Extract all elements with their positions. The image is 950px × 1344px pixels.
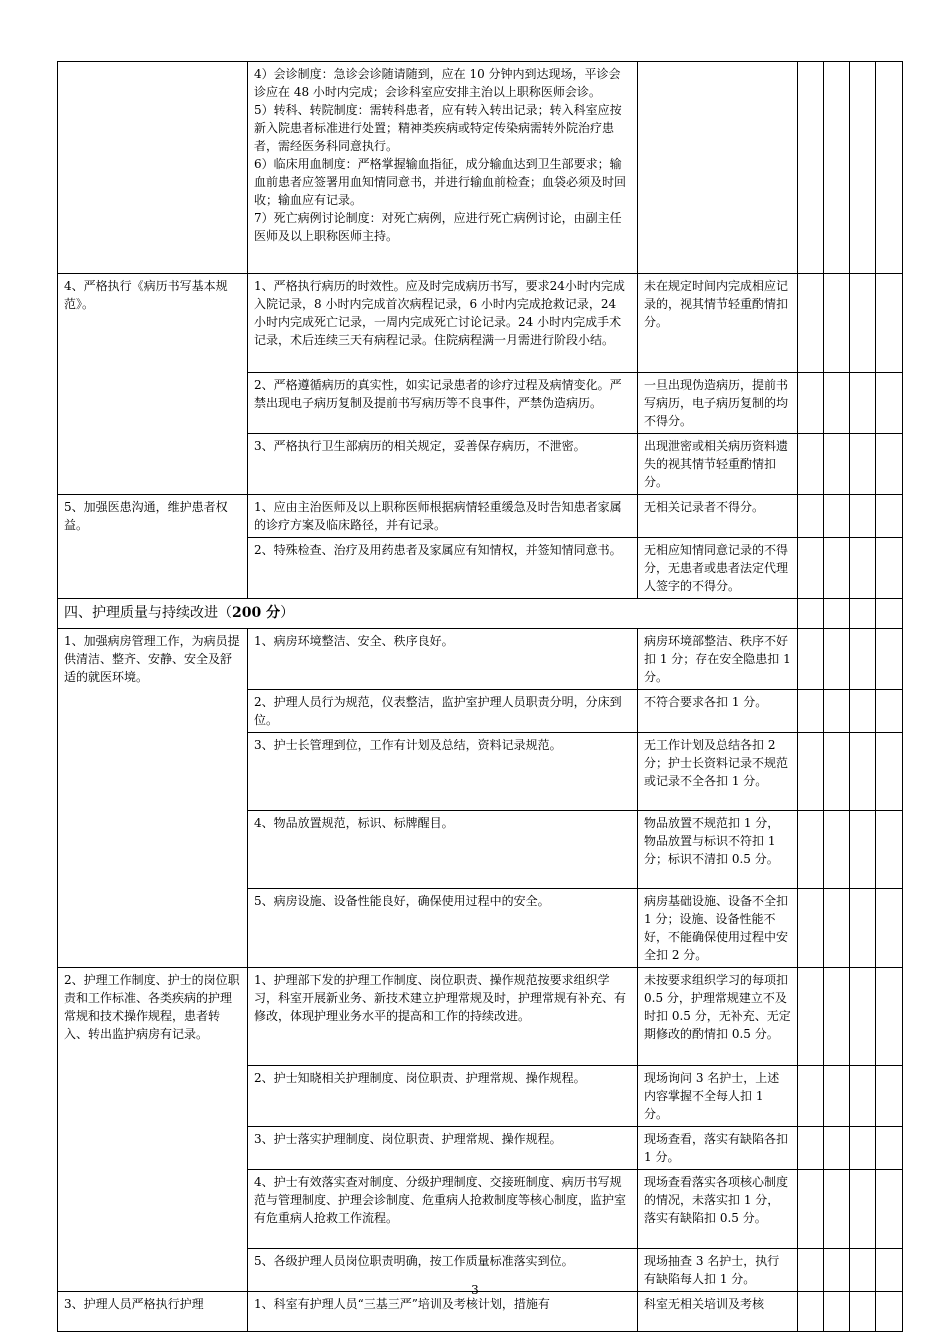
score-box[interactable] <box>850 889 876 968</box>
requirement-cell: 3、护士落实护理制度、岗位职责、护理常规、操作规程。 <box>248 1127 638 1170</box>
score-box[interactable] <box>876 274 903 373</box>
scoring-cell: 未按要求组织学习的每项扣 0.5 分，护理常规建立不及时扣 0.5 分，无补充、无定期修改的酌情扣 0.5 分。 <box>638 968 798 1066</box>
score-box[interactable] <box>876 811 903 889</box>
score-box[interactable] <box>798 373 824 434</box>
score-box[interactable] <box>850 1292 876 1332</box>
scoring-cell: 一旦出现伪造病历，提前书写病历，电子病历复制的均不得分。 <box>638 373 798 434</box>
score-box[interactable] <box>850 690 876 733</box>
requirement-cell: 3、严格执行卫生部病历的相关规定，妥善保存病历，不泄密。 <box>248 434 638 495</box>
item-cell: 1、加强病房管理工作，为病员提供清洁、整齐、安静、安全及舒适的就医环境。 <box>58 629 248 968</box>
score-box[interactable] <box>798 62 824 274</box>
item-cell: 5、加强医患沟通，维护患者权益。 <box>58 495 248 599</box>
score-box[interactable] <box>850 62 876 274</box>
score-box[interactable] <box>798 538 824 599</box>
score-box[interactable] <box>824 733 850 811</box>
requirement-cell: 5、各级护理人员岗位职责明确，按工作质量标准落实到位。 <box>248 1249 638 1292</box>
requirement-cell: 5、病房设施、设备性能良好，确保使用过程中的安全。 <box>248 889 638 968</box>
score-box[interactable] <box>876 889 903 968</box>
requirement-cell: 2、特殊检查、治疗及用药患者及家属应有知情权，并签知情同意书。 <box>248 538 638 599</box>
score-box[interactable] <box>876 733 903 811</box>
score-box[interactable] <box>850 274 876 373</box>
score-box[interactable] <box>876 434 903 495</box>
section-row <box>58 599 903 629</box>
score-box[interactable] <box>824 434 850 495</box>
score-box[interactable] <box>876 629 903 690</box>
score-box[interactable] <box>798 495 824 538</box>
score-box[interactable] <box>850 733 876 811</box>
score-box[interactable] <box>798 968 824 1066</box>
score-box[interactable] <box>876 1127 903 1170</box>
score-box[interactable] <box>876 1170 903 1249</box>
score-box[interactable] <box>876 968 903 1066</box>
score-box[interactable] <box>798 434 824 495</box>
score-box[interactable] <box>876 62 903 274</box>
requirement-cell: 1、应由主治医师及以上职称医师根据病情轻重缓急及时告知患者家属的诊疗方案及临床路径，并有记录。 <box>248 495 638 538</box>
section-heading: 四、护理质量与持续改进（200 分） <box>58 599 798 629</box>
score-box[interactable] <box>824 1170 850 1249</box>
score-box[interactable] <box>850 599 876 629</box>
score-box[interactable] <box>824 538 850 599</box>
score-box[interactable] <box>850 1066 876 1127</box>
requirement-cell: 1、科室有护理人员“三基三严”培训及考核计划，措施有 <box>248 1292 638 1332</box>
item-cell: 3、护理人员严格执行护理 <box>58 1292 248 1332</box>
score-box[interactable] <box>798 733 824 811</box>
requirement-cell: 1、病房环境整洁、安全、秩序良好。 <box>248 629 638 690</box>
score-box[interactable] <box>798 1170 824 1249</box>
scoring-cell: 病房环境部整洁、秩序不好扣 1 分；存在安全隐患扣 1 分。 <box>638 629 798 690</box>
requirement-cell: 4、物品放置规范，标识、标牌醒目。 <box>248 811 638 889</box>
score-box[interactable] <box>850 1170 876 1249</box>
item-cell <box>58 62 248 274</box>
page-number: 3 <box>471 1283 479 1297</box>
table-row <box>58 968 903 1066</box>
score-box[interactable] <box>798 274 824 373</box>
scoring-cell: 不符合要求各扣 1 分。 <box>638 690 798 733</box>
scoring-cell: 未在规定时间内完成相应记录的，视其情节轻重酌情扣分。 <box>638 274 798 373</box>
requirement-cell: 1、严格执行病历的时效性。应及时完成病历书写，要求24小时内完成入院记录，8 小时内完成首次病程记录，6 小时内完成抢救记录，24 小时内完成死亡记录，一周内完成死亡讨论记录。24 小时内完成手术记录，术后连续三天有病程记录。住院病程满一月需进行阶段小结。 <box>248 274 638 373</box>
score-box[interactable] <box>850 811 876 889</box>
score-box[interactable] <box>876 599 903 629</box>
score-box[interactable] <box>824 1066 850 1127</box>
checklist-sheet <box>57 61 902 1311</box>
table-row <box>58 629 903 690</box>
score-box[interactable] <box>798 889 824 968</box>
scoring-cell: 科室无相关培训及考核 <box>638 1292 798 1332</box>
score-box[interactable] <box>876 495 903 538</box>
score-box[interactable] <box>876 1066 903 1127</box>
score-box[interactable] <box>798 1127 824 1170</box>
scoring-cell: 病房基础设施、设备不全扣 1 分；设施、设备性能不好，不能确保使用过程中安全扣 2 分。 <box>638 889 798 968</box>
requirement-cell: 2、护理人员行为规范，仪表整洁，监护室护理人员职责分明，分床到位。 <box>248 690 638 733</box>
evaluation-table <box>57 61 903 1332</box>
score-box[interactable] <box>876 1292 903 1332</box>
score-box[interactable] <box>824 373 850 434</box>
table-row <box>58 62 903 274</box>
scoring-cell <box>638 62 798 274</box>
scoring-cell: 现场查看，落实有缺陷各扣 1 分。 <box>638 1127 798 1170</box>
score-box[interactable] <box>824 889 850 968</box>
score-box[interactable] <box>876 690 903 733</box>
score-box[interactable] <box>824 1292 850 1332</box>
score-box[interactable] <box>798 690 824 733</box>
score-box[interactable] <box>850 538 876 599</box>
score-box[interactable] <box>798 629 824 690</box>
score-box[interactable] <box>798 811 824 889</box>
scoring-cell: 物品放置不规范扣 1 分，物品放置与标识不符扣 1 分；标识不清扣 0.5 分。 <box>638 811 798 889</box>
requirement-cell: 1、护理部下发的护理工作制度、岗位职责、操作规范按要求组织学习，科室开展新业务、新技术建立护理常规及时，护理常规有补充、有修改，体现护理业务水平的提高和工作的持续改进。 <box>248 968 638 1066</box>
score-box[interactable] <box>876 373 903 434</box>
score-box[interactable] <box>824 968 850 1066</box>
score-box[interactable] <box>876 538 903 599</box>
score-box[interactable] <box>824 629 850 690</box>
requirement-cell: 2、护士知晓相关护理制度、岗位职责、护理常规、操作规程。 <box>248 1066 638 1127</box>
scoring-cell: 无相应知情同意记录的不得分，无患者或患者法定代理人签字的不得分。 <box>638 538 798 599</box>
score-box[interactable] <box>850 373 876 434</box>
requirement-cell: 3、护士长管理到位，工作有计划及总结，资料记录规范。 <box>248 733 638 811</box>
score-box[interactable] <box>824 495 850 538</box>
scoring-cell: 无相关记录者不得分。 <box>638 495 798 538</box>
score-box[interactable] <box>824 1127 850 1170</box>
score-box[interactable] <box>824 811 850 889</box>
scoring-cell: 无工作计划及总结各扣 2 分；护士长资料记录不规范或记录不全各扣 1 分。 <box>638 733 798 811</box>
requirement-cell: 4）会诊制度：急诊会诊随请随到，应在 10 分钟内到达现场，平诊会诊应在 48 小时内完成；会诊科室应安排主治以上职称医师会诊。 5）转科、转院制度：需转科患者，应有转入转出记录；转入科室应按新入院患者标准进行处置；精神类疾病或特定传染病需转外院治疗患者，需经医务科同意执行。 6）临床用血制度：严格掌握输血指征，成分输血达到卫生部要求；输血前患者应签署用血知情同意书，并进行输血前检查；血袋必须及时回收；输血应有记录。 7）死亡病例讨论制度：对死亡病例，应进行死亡病例讨论，由副主任医师及以上职称医师主持。 <box>248 62 638 274</box>
scoring-cell: 现场查看落实各项核心制度的情况，未落实扣 1 分，落实有缺陷扣 0.5 分。 <box>638 1170 798 1249</box>
item-cell: 2、护理工作制度、护士的岗位职责和工作标准、各类疾病的护理常规和技术操作规程，患者转入、转出监护病房有记录。 <box>58 968 248 1292</box>
score-box[interactable] <box>824 690 850 733</box>
table-row <box>58 495 903 538</box>
score-box[interactable] <box>798 1066 824 1127</box>
score-box[interactable] <box>850 1127 876 1170</box>
scoring-cell: 出现泄密或相关病历资料遗失的视其情节轻重酌情扣分。 <box>638 434 798 495</box>
score-box[interactable] <box>850 434 876 495</box>
score-box[interactable] <box>798 599 824 629</box>
scoring-cell: 现场抽查 3 名护士，执行有缺陷每人扣 1 分。 <box>638 1249 798 1292</box>
score-box[interactable] <box>850 629 876 690</box>
score-box[interactable] <box>850 968 876 1066</box>
score-box[interactable] <box>824 62 850 274</box>
requirement-cell: 4、护士有效落实查对制度、分级护理制度、交接班制度、病历书写规范与管理制度、护理会诊制度、危重病人抢救制度等核心制度，监护室有危重病人抢救工作流程。 <box>248 1170 638 1249</box>
score-box[interactable] <box>824 274 850 373</box>
score-box[interactable] <box>798 1292 824 1332</box>
item-cell: 4、严格执行《病历书写基本规范》。 <box>58 274 248 495</box>
score-box[interactable] <box>824 599 850 629</box>
scoring-cell: 现场询问 3 名护士，上述内容掌握不全每人扣 1 分。 <box>638 1066 798 1127</box>
table-row <box>58 274 903 373</box>
score-box[interactable] <box>850 495 876 538</box>
requirement-cell: 2、严格遵循病历的真实性，如实记录患者的诊疗过程及病情变化。严禁出现电子病历复制及提前书写病历等不良事件，严禁伪造病历。 <box>248 373 638 434</box>
table-row <box>58 1292 903 1332</box>
